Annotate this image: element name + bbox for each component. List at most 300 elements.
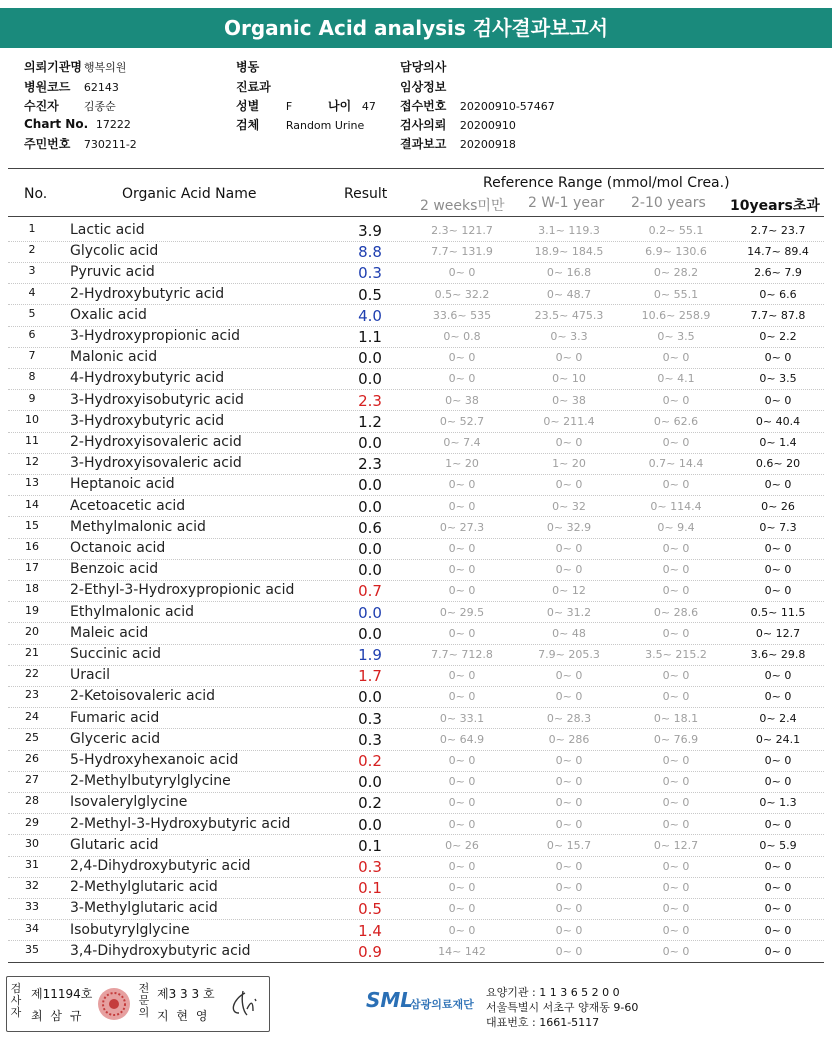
row-result: 4.0 [358, 306, 382, 325]
row-ref-10y: 0~ 7.3 [759, 520, 797, 534]
row-no: 31 [25, 858, 39, 871]
table-row [0, 284, 832, 305]
row-result: 0.0 [358, 624, 382, 643]
row-no: 19 [25, 603, 39, 617]
row-ref-2-10y: 10.6~ 258.9 [641, 308, 711, 322]
row-ref-2-10y: 0~ 0 [662, 478, 690, 492]
row-name: Succinic acid [70, 646, 162, 662]
table-row [0, 474, 832, 495]
table-row [0, 686, 832, 707]
row-ref-2weeks: 33.6~ 535 [432, 308, 492, 322]
row-ref-2w1y: 3.1~ 119.3 [538, 224, 600, 237]
row-ref-2weeks: 0~ 27.3 [439, 520, 485, 534]
row-no: 34 [25, 921, 39, 935]
row-result: 1.1 [358, 328, 382, 346]
row-no: 23 [25, 688, 39, 702]
id-label: 주민번호 [24, 137, 71, 151]
signature-box [6, 976, 270, 1032]
row-no: 18 [25, 582, 39, 596]
tester-license: 제11194호 [31, 987, 93, 1001]
ref-sub-4: 10years초과 [730, 198, 820, 214]
row-ref-2w1y: 0~ 28.3 [546, 711, 592, 725]
header-divider [8, 216, 824, 217]
table-row [0, 941, 832, 962]
row-name: Isovalerylglycine [70, 794, 188, 811]
row-ref-2w1y: 0~ 48.7 [546, 287, 592, 301]
row-no: 28 [25, 794, 39, 808]
row-ref-2w1y: 0~ 0 [555, 563, 583, 577]
row-name: Lactic acid [70, 222, 145, 238]
row-ref-10y: 0~ 0 [764, 669, 792, 683]
specimen-label: 검체 [236, 118, 260, 132]
row-name: 2-Hydroxybutyric acid [70, 285, 225, 302]
table-row [0, 856, 832, 877]
row-ref-2w1y: 1~ 20 [552, 457, 586, 471]
row-name: Oxalic acid [70, 306, 147, 323]
row-ref-2weeks: 0~ 0 [448, 881, 476, 895]
doctor-label: 담당의사 [400, 60, 447, 74]
row-ref-2weeks: 0~ 0 [448, 372, 476, 386]
row-ref-2weeks: 0~ 7.4 [443, 436, 481, 449]
row-ref-10y: 0~ 0 [764, 563, 792, 577]
row-ref-2w1y: 0~ 32 [552, 499, 586, 513]
row-name: Maleic acid [70, 624, 149, 641]
row-name: 3-Hydroxyisovaleric acid [70, 455, 242, 472]
table-row [0, 241, 832, 262]
table-row [0, 750, 832, 771]
row-ref-2-10y: 0~ 0 [662, 626, 690, 640]
row-ref-2-10y: 0~ 28.6 [653, 605, 699, 619]
tester-label: 검사자 [10, 982, 22, 1019]
row-ref-2weeks: 0~ 0 [448, 902, 476, 916]
table-row [0, 305, 832, 326]
row-ref-2weeks: 0~ 38 [445, 393, 479, 407]
row-ref-2w1y: 0~ 0 [555, 542, 583, 555]
row-result: 0.6 [358, 518, 382, 537]
report-label: 결과보고 [400, 137, 447, 151]
table-row [0, 326, 832, 347]
row-name: 2-Hydroxyisovaleric acid [70, 434, 242, 450]
row-no: 30 [25, 836, 39, 850]
row-no: 5 [28, 306, 36, 320]
specialist-label: 전문의 [138, 982, 150, 1019]
row-ref-2w1y: 0~ 0 [555, 775, 583, 789]
row-no: 20 [25, 624, 39, 638]
row-ref-2-10y: 0~ 0 [662, 669, 690, 683]
row-result: 0.0 [358, 688, 382, 707]
row-name: Isobutyrylglycine [70, 921, 190, 938]
table-row [0, 898, 832, 919]
receipt-label: 접수번호 [400, 99, 447, 113]
col-name: Organic Acid Name [122, 186, 257, 202]
row-result: 0.0 [358, 603, 382, 622]
table-row [0, 814, 832, 835]
row-ref-10y: 14.7~ 89.4 [747, 245, 809, 259]
row-ref-2weeks: 0~ 0 [448, 499, 476, 513]
col-ref: Reference Range (mmol/mol Crea.) [483, 175, 730, 191]
lab-logo: SML [366, 988, 414, 1012]
row-name: Uracil [70, 667, 111, 684]
row-no: 33 [25, 900, 39, 914]
row-ref-2weeks: 0~ 0 [448, 626, 476, 640]
row-ref-10y: 0~ 0 [764, 817, 792, 831]
row-ref-2-10y: 0~ 0 [662, 923, 690, 937]
row-ref-2w1y: 0~ 0 [555, 923, 583, 937]
row-ref-2-10y: 0~ 0 [662, 881, 690, 895]
row-ref-2weeks: 0~ 0 [448, 584, 476, 598]
lab-name: 삼광의료재단 [410, 998, 474, 1011]
sex-value: F [285, 100, 293, 113]
receipt-value: 20200910-57467 [459, 100, 555, 113]
row-ref-10y: 0~ 0 [764, 860, 792, 873]
row-ref-10y: 0~ 5.9 [759, 838, 797, 852]
row-ref-10y: 0~ 6.6 [759, 287, 797, 301]
table-bottom-divider [8, 962, 824, 963]
row-name: Glycolic acid [70, 243, 159, 260]
row-ref-10y: 0~ 12.7 [755, 626, 801, 640]
row-ref-2w1y: 0~ 286 [548, 732, 590, 746]
row-result: 0.2 [358, 794, 382, 813]
row-ref-2weeks: 0~ 0.8 [443, 330, 481, 343]
row-ref-2w1y: 0~ 0 [555, 881, 583, 895]
seal-icon [95, 985, 133, 1023]
row-no: 25 [25, 730, 39, 744]
row-ref-2-10y: 0~ 0 [662, 902, 690, 916]
row-ref-2-10y: 0~ 0 [662, 860, 690, 873]
row-ref-2w1y: 0~ 0 [555, 796, 583, 810]
row-name: Heptanoic acid [70, 476, 175, 493]
table-row [0, 792, 832, 813]
table-row [0, 729, 832, 750]
table-row [0, 262, 832, 283]
row-ref-2weeks: 0~ 0 [448, 775, 476, 789]
row-result: 2.3 [358, 455, 382, 474]
row-name: Ethylmalonic acid [70, 603, 195, 620]
row-result: 0.7 [358, 582, 382, 601]
row-name: 3-Hydroxyisobutyric acid [70, 391, 244, 408]
row-ref-2-10y: 0~ 0 [662, 817, 690, 831]
row-no: 26 [25, 752, 39, 765]
row-ref-2w1y: 0~ 15.7 [546, 838, 592, 852]
row-ref-2weeks: 0.5~ 32.2 [434, 287, 490, 301]
row-name: 4-Hydroxybutyric acid [70, 370, 225, 387]
row-name: 3-Methylglutaric acid [70, 900, 218, 917]
age-label: 나이 [328, 99, 352, 113]
row-no: 6 [28, 328, 36, 341]
table-row [0, 220, 832, 241]
chart-label: Chart No. [24, 117, 89, 131]
row-ref-2-10y: 0~ 12.7 [653, 838, 699, 852]
row-ref-2-10y: 0~ 55.1 [653, 287, 699, 301]
info-divider [8, 168, 824, 169]
row-ref-2weeks: 0~ 33.1 [439, 711, 485, 725]
table-row [0, 623, 832, 644]
lab-address: 서울특별시 서초구 양재동 9-60 [486, 1001, 639, 1014]
row-ref-2-10y: 0~ 76.9 [653, 732, 699, 746]
report-value: 20200918 [459, 138, 516, 151]
row-ref-2w1y: 0~ 16.8 [546, 266, 592, 280]
table-row [0, 411, 832, 432]
row-result: 1.9 [358, 646, 382, 664]
row-no: 10 [25, 412, 39, 426]
row-result: 0.0 [358, 349, 382, 368]
row-no: 14 [25, 497, 39, 511]
row-result: 8.8 [358, 243, 382, 262]
row-ref-2-10y: 0.7~ 14.4 [648, 457, 704, 471]
row-result: 0.0 [358, 773, 382, 792]
row-name: Malonic acid [70, 349, 158, 366]
row-result: 3.9 [358, 222, 382, 240]
row-ref-10y: 0~ 2.2 [759, 330, 797, 343]
lab-phone: 대표번호 : 1661-5117 [486, 1016, 600, 1029]
row-ref-10y: 0~ 0 [764, 584, 792, 598]
row-name: Fumaric acid [70, 709, 160, 726]
row-result: 0.0 [358, 370, 382, 389]
row-ref-2weeks: 0~ 26 [445, 838, 479, 852]
row-ref-2-10y: 0~ 0 [662, 542, 690, 555]
col-no: No. [24, 186, 48, 202]
chart-value: 17222 [95, 118, 131, 131]
row-result: 0.0 [358, 815, 382, 834]
row-ref-2-10y: 0~ 0 [662, 563, 690, 577]
row-ref-2weeks: 0~ 0 [448, 754, 476, 767]
row-ref-2weeks: 0~ 0 [448, 690, 476, 704]
row-ref-2weeks: 1~ 20 [445, 457, 479, 471]
table-row [0, 432, 832, 453]
table-row [0, 517, 832, 538]
row-ref-2w1y: 0~ 32.9 [546, 520, 592, 534]
row-ref-10y: 3.6~ 29.8 [750, 648, 806, 661]
row-ref-10y: 0~ 0 [764, 478, 792, 492]
row-ref-2weeks: 0~ 0 [448, 542, 476, 555]
row-result: 0.3 [358, 730, 382, 749]
name-label: 수진자 [24, 99, 59, 113]
row-ref-10y: 0~ 0 [764, 690, 792, 704]
row-ref-10y: 0~ 3.5 [759, 372, 797, 386]
row-ref-2weeks: 0~ 29.5 [439, 605, 485, 619]
row-ref-2-10y: 0~ 0 [662, 351, 690, 365]
row-ref-10y: 0~ 0 [764, 542, 792, 555]
row-no: 9 [28, 391, 36, 405]
ward-label: 병동 [236, 60, 260, 74]
row-ref-2-10y: 0~ 0 [662, 690, 690, 704]
code-label: 병원코드 [24, 80, 71, 94]
row-no: 3 [28, 264, 36, 278]
row-ref-2-10y: 0.2~ 55.1 [648, 224, 704, 237]
row-ref-2w1y: 0~ 0 [555, 944, 583, 958]
row-ref-10y: 0~ 0 [764, 944, 792, 958]
row-ref-2weeks: 0~ 0 [448, 563, 476, 577]
row-ref-2weeks: 0~ 0 [448, 796, 476, 810]
row-ref-2-10y: 3.5~ 215.2 [645, 648, 707, 661]
row-no: 4 [28, 285, 36, 299]
row-ref-2w1y: 0~ 0 [555, 817, 583, 831]
row-ref-2weeks: 0~ 0 [448, 351, 476, 365]
row-ref-2w1y: 0~ 211.4 [543, 414, 595, 428]
row-ref-2-10y: 0~ 9.4 [657, 520, 695, 534]
dept-label: 진료과 [236, 80, 271, 94]
row-ref-2w1y: 0~ 0 [555, 754, 583, 767]
row-ref-2weeks: 0~ 52.7 [439, 414, 485, 428]
lab-code: 요양기관 : 1 1 3 6 5 2 0 0 [486, 986, 620, 999]
table-row [0, 496, 832, 517]
table-row [0, 368, 832, 389]
row-no: 32 [25, 879, 39, 893]
row-name: 3-Hydroxybutyric acid [70, 412, 225, 429]
row-ref-2w1y: 0~ 0 [555, 690, 583, 704]
row-ref-10y: 0~ 0 [764, 393, 792, 407]
row-ref-10y: 0~ 2.4 [759, 711, 797, 725]
row-no: 15 [25, 518, 39, 532]
row-no: 7 [28, 349, 36, 363]
specialist-license: 제3 3 3 호 [157, 987, 215, 1001]
ref-sub-2: 2 W-1 year [528, 195, 605, 211]
row-name: 3,4-Dihydroxybutyric acid [70, 942, 251, 959]
row-ref-2w1y: 23.5~ 475.3 [534, 308, 604, 322]
row-name: Glutaric acid [70, 836, 159, 853]
table-row [0, 665, 832, 686]
table-row [0, 559, 832, 580]
row-no: 22 [25, 667, 39, 681]
row-no: 12 [25, 455, 39, 469]
row-name: Pyruvic acid [70, 264, 155, 281]
row-ref-2weeks: 14~ 142 [438, 944, 486, 958]
row-ref-10y: 0~ 1.4 [759, 436, 797, 449]
row-ref-10y: 2.6~ 7.9 [754, 266, 802, 280]
row-ref-2weeks: 0~ 0 [448, 817, 476, 831]
row-result: 0.0 [358, 497, 382, 516]
row-no: 17 [25, 561, 39, 575]
row-result: 0.3 [358, 709, 382, 728]
row-ref-10y: 0~ 40.4 [755, 414, 801, 428]
row-result: 1.2 [358, 412, 382, 431]
row-ref-2w1y: 0~ 0 [555, 478, 583, 492]
row-ref-10y: 0~ 1.3 [759, 796, 797, 810]
row-result: 0.1 [358, 879, 382, 898]
row-ref-2-10y: 0~ 0 [662, 754, 690, 767]
specimen-value: Random Urine [285, 119, 365, 132]
row-ref-2w1y: 0~ 0 [555, 860, 583, 873]
row-ref-2-10y: 0~ 62.6 [653, 414, 699, 428]
row-ref-2-10y: 0~ 114.4 [650, 499, 702, 513]
report-title: Organic Acid analysis 검사결과보고서 [0, 8, 832, 48]
row-ref-2weeks: 0~ 0 [448, 669, 476, 683]
clinical-label: 임상정보 [400, 80, 447, 94]
row-ref-2w1y: 0~ 0 [555, 669, 583, 683]
row-ref-10y: 0~ 0 [764, 881, 792, 895]
row-no: 11 [25, 434, 39, 447]
row-ref-2w1y: 0~ 10 [552, 372, 586, 386]
row-ref-2w1y: 0~ 0 [555, 351, 583, 365]
table-row [0, 708, 832, 729]
row-ref-2w1y: 0~ 31.2 [546, 605, 592, 619]
table-row [0, 538, 832, 559]
code-value: 62143 [83, 81, 119, 94]
row-ref-2weeks: 2.3~ 121.7 [431, 224, 493, 237]
row-no: 1 [28, 222, 36, 235]
row-ref-2-10y: 0~ 28.2 [653, 266, 699, 280]
row-ref-2weeks: 7.7~ 131.9 [431, 245, 493, 259]
row-result: 2.3 [358, 391, 382, 410]
row-ref-10y: 0~ 26 [761, 499, 795, 513]
row-no: 8 [28, 370, 36, 384]
row-result: 0.1 [358, 836, 382, 855]
row-name: Octanoic acid [70, 540, 166, 556]
table-row [0, 920, 832, 941]
row-ref-2weeks: 0~ 0 [448, 923, 476, 937]
row-result: 0.9 [358, 942, 382, 961]
table-row [0, 644, 832, 665]
signature-icon [225, 987, 261, 1021]
specialist-name: 지 현 영 [157, 1009, 210, 1023]
row-ref-2-10y: 0~ 0 [662, 944, 690, 958]
row-name: 3-Hydroxypropionic acid [70, 328, 241, 344]
row-ref-10y: 0~ 0 [764, 351, 792, 365]
row-no: 24 [25, 709, 39, 723]
row-ref-10y: 7.7~ 87.8 [750, 308, 806, 322]
row-name: Acetoacetic acid [70, 497, 186, 514]
row-ref-2-10y: 0~ 3.5 [657, 330, 695, 343]
row-result: 0.0 [358, 561, 382, 580]
row-no: 29 [25, 815, 39, 829]
row-ref-2-10y: 0~ 0 [662, 775, 690, 789]
table-row [0, 347, 832, 368]
row-name: 2-Ethyl-3-Hydroxypropionic acid [70, 582, 295, 599]
row-ref-2w1y: 7.9~ 205.3 [538, 648, 600, 661]
row-ref-2-10y: 0~ 4.1 [657, 372, 695, 386]
row-ref-10y: 0~ 0 [764, 902, 792, 916]
table-row [0, 453, 832, 474]
tester-name: 최 삼 규 [31, 1009, 84, 1023]
row-ref-2w1y: 0~ 38 [552, 393, 586, 407]
row-ref-2weeks: 0~ 0 [448, 860, 476, 873]
row-result: 0.3 [358, 264, 382, 283]
row-ref-2weeks: 0~ 64.9 [439, 732, 485, 746]
row-ref-10y: 0~ 0 [764, 923, 792, 937]
ref-sub-3: 2-10 years [631, 195, 706, 211]
row-name: 2,4-Dihydroxybutyric acid [70, 858, 251, 874]
col-result: Result [344, 186, 388, 202]
row-ref-10y: 2.7~ 23.7 [750, 224, 806, 237]
row-name: Methylmalonic acid [70, 518, 206, 535]
row-ref-2w1y: 0~ 3.3 [550, 330, 588, 343]
row-ref-2weeks: 7.7~ 712.8 [431, 648, 493, 661]
request-label: 검사의뢰 [400, 118, 447, 132]
row-result: 1.4 [358, 921, 382, 940]
row-ref-10y: 0~ 0 [764, 754, 792, 767]
row-ref-10y: 0.6~ 20 [755, 457, 801, 471]
row-name: 5-Hydroxyhexanoic acid [70, 752, 239, 768]
row-ref-2w1y: 0~ 0 [555, 436, 583, 449]
row-result: 0.0 [358, 540, 382, 558]
row-ref-10y: 0~ 0 [764, 775, 792, 789]
row-ref-2w1y: 0~ 0 [555, 902, 583, 916]
row-result: 0.0 [358, 476, 382, 495]
row-result: 0.5 [358, 900, 382, 919]
hospital-value: 행복의원 [83, 61, 127, 74]
table-row [0, 390, 832, 411]
age-value: 47 [361, 100, 376, 113]
row-name: 2-Methylbutyrylglycine [70, 773, 231, 790]
row-no: 35 [25, 942, 39, 956]
row-no: 13 [25, 476, 39, 490]
row-ref-2-10y: 0~ 0 [662, 796, 690, 810]
row-result: 0.3 [358, 858, 382, 876]
row-name: 2-Methylglutaric acid [70, 879, 218, 896]
table-row [0, 877, 832, 898]
row-ref-2-10y: 6.9~ 130.6 [645, 245, 707, 259]
row-name: Benzoic acid [70, 561, 159, 578]
